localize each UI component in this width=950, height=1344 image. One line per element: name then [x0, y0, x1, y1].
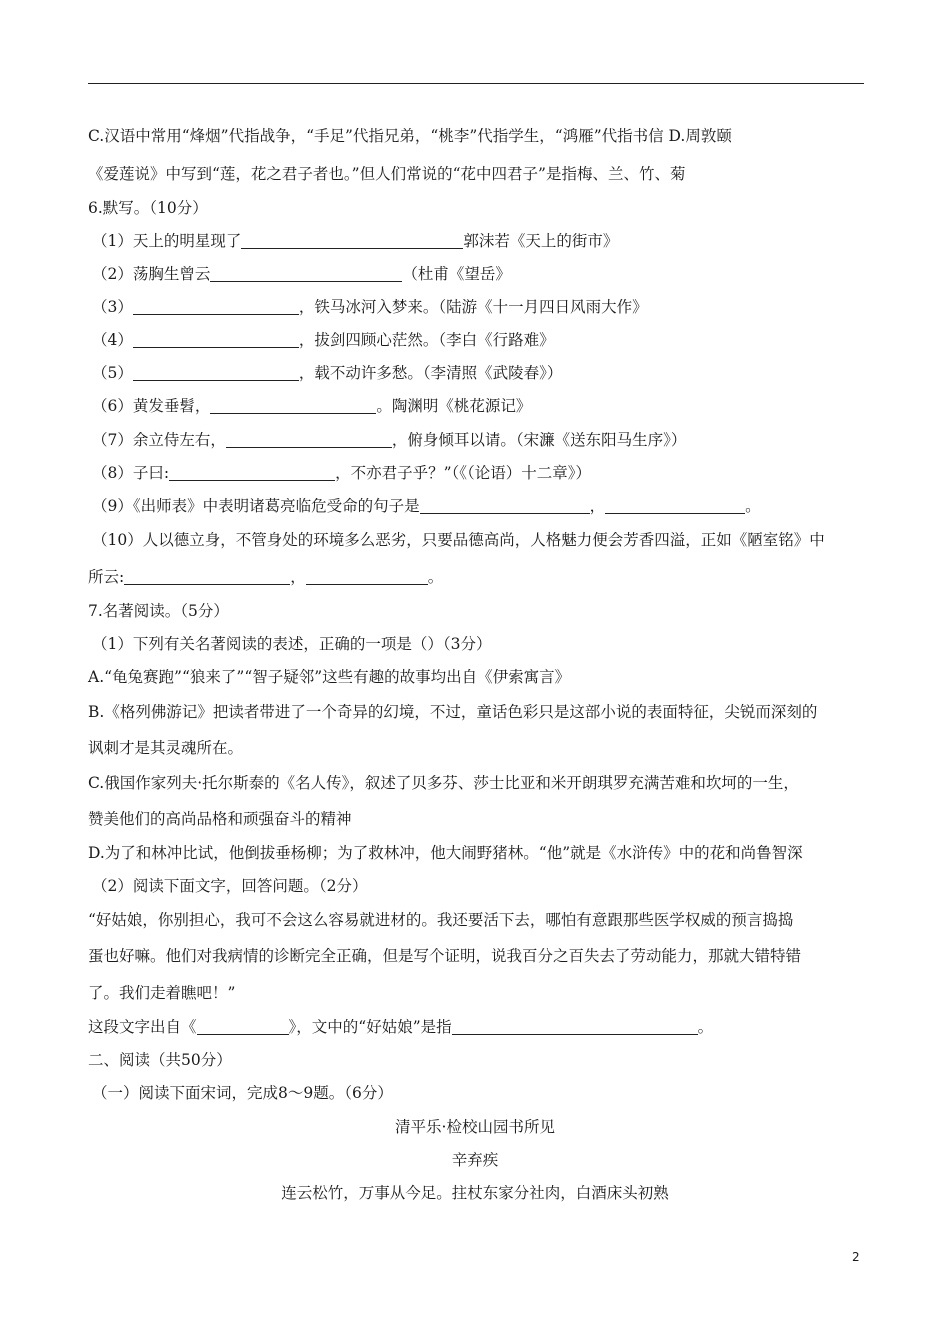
answer-blank[interactable]: [226, 432, 392, 448]
section-heading: 7.名著阅读。（5分）: [88, 602, 229, 620]
dictation-item-4: （4） ，拔剑四顾心茫然。（李白《行路难》: [92, 331, 555, 349]
answer-blank[interactable]: [605, 498, 745, 514]
option-d: D.为了和林冲比试，他倒拔垂杨柳；为了救林冲，他大闹野猪林。“他”就是《水浒传》中的花和尚鲁智深: [88, 844, 803, 862]
dictation-item-10: （10）人以德立身，不管身处的环境多么恶劣，只要品德高尚，人格魅力便会芳香四溢，正如《陋室铭》中: [92, 531, 825, 549]
header-rule: [88, 83, 864, 84]
passage-line: “好姑娘，你别担心，我可不会这么容易就进材的。我还要活下去，哪怕有意跟那些医学权威的预言捣捣: [88, 911, 794, 929]
answer-blank[interactable]: [124, 569, 290, 585]
section-heading: 6.默写。（10分）: [88, 199, 208, 217]
option-c-cont: 赞美他们的高尚品格和顽强奋斗的精神: [88, 810, 352, 828]
dictation-item-5: （5） ，载不动许多愁。（李清照《武陵春》）: [92, 364, 563, 382]
dictation-item-6: （6）黄发垂髫， 。陶渊明《桃花源记》: [92, 397, 532, 415]
dictation-item-3: （3） ，铁马冰河入梦来。（陆游《十一月四日风雨大作》: [92, 298, 648, 316]
text-line: 《爱莲说》中写到“莲，花之君子者也。”但人们常说的“花中四君子”是指梅、兰、竹、菊: [88, 165, 686, 183]
answer-blank[interactable]: [241, 233, 463, 249]
poem-title: 清平乐·检校山园书所见: [395, 1118, 555, 1136]
answer-blank[interactable]: [306, 569, 428, 585]
option-b: B.《格列佛游记》把读者带进了一个奇异的幻境，不过，童话色彩只是这部小说的表面特征，尖锐而深刻的: [88, 703, 818, 721]
passage-question: 这段文字出自《 》，文中的“好姑娘”是指 。: [88, 1018, 714, 1036]
dictation-item-7: （7）余立侍左右， ，俯身倾耳以请。（宋濂《送东阳马生序》）: [92, 431, 687, 449]
answer-blank[interactable]: [420, 498, 590, 514]
poem-line: 连云松竹，万事从今足。拄杖东家分社肉，白酒床头初熟: [281, 1184, 669, 1202]
dictation-item-10-blanks: 所云: ， 。: [88, 568, 444, 586]
dictation-item-8: （8）子曰: ，不亦君子乎？”（《（论语）十二章》）: [92, 464, 592, 482]
dictation-item-9: （9）《出师表》中表明诸葛亮临危受命的句子是 ， 。: [92, 497, 761, 515]
question-line: （1）下列有关名著阅读的表述，正确的一项是（）（3分）: [92, 635, 492, 653]
dictation-item-1: （1）天上的明星现了 郭沫若《天上的街市》: [92, 232, 619, 250]
option-c: C.俄国作家列夫·托尔斯泰的《名人传》，叙述了贝多芬、莎士比亚和米开朗琪罗充满苦难和坎坷的一生，: [88, 774, 799, 792]
answer-blank[interactable]: [210, 398, 376, 414]
answer-blank[interactable]: [133, 299, 299, 315]
option-b-cont: 讽刺才是其灵魂所在。: [88, 739, 244, 757]
page-number: 2: [852, 1250, 860, 1264]
subsection-heading: （一）阅读下面宋词，完成8～9题。（6分）: [92, 1084, 393, 1102]
text-line: C.汉语中常用“烽烟”代指战争，“手足”代指兄弟，“桃李”代指学生，“鸿雁”代指书信 D.周敦颐: [88, 127, 732, 145]
answer-blank[interactable]: [133, 365, 299, 381]
question-line: （2）阅读下面文字，回答问题。（2分）: [92, 877, 368, 895]
poem-author: 辛弃疾: [451, 1151, 499, 1169]
answer-blank[interactable]: [133, 332, 299, 348]
dictation-item-2: （2）荡胸生曾云 （杜甫《望岳》: [92, 265, 511, 283]
section-heading: 二、阅读（共50分）: [88, 1051, 232, 1069]
passage-line: 蛋也好嘛。他们对我病情的诊断完全正确，但是写个证明，说我百分之百失去了劳动能力，那就大错特错: [88, 947, 802, 965]
option-a: A.“龟兔赛跑”“狼来了”“智子疑邻”这些有趣的故事均出自《伊索寓言》: [88, 668, 571, 686]
passage-line: 了。我们走着瞧吧！”: [88, 984, 236, 1002]
answer-blank[interactable]: [169, 465, 335, 481]
answer-blank[interactable]: [452, 1019, 698, 1035]
answer-blank[interactable]: [210, 266, 402, 282]
answer-blank[interactable]: [197, 1019, 289, 1035]
